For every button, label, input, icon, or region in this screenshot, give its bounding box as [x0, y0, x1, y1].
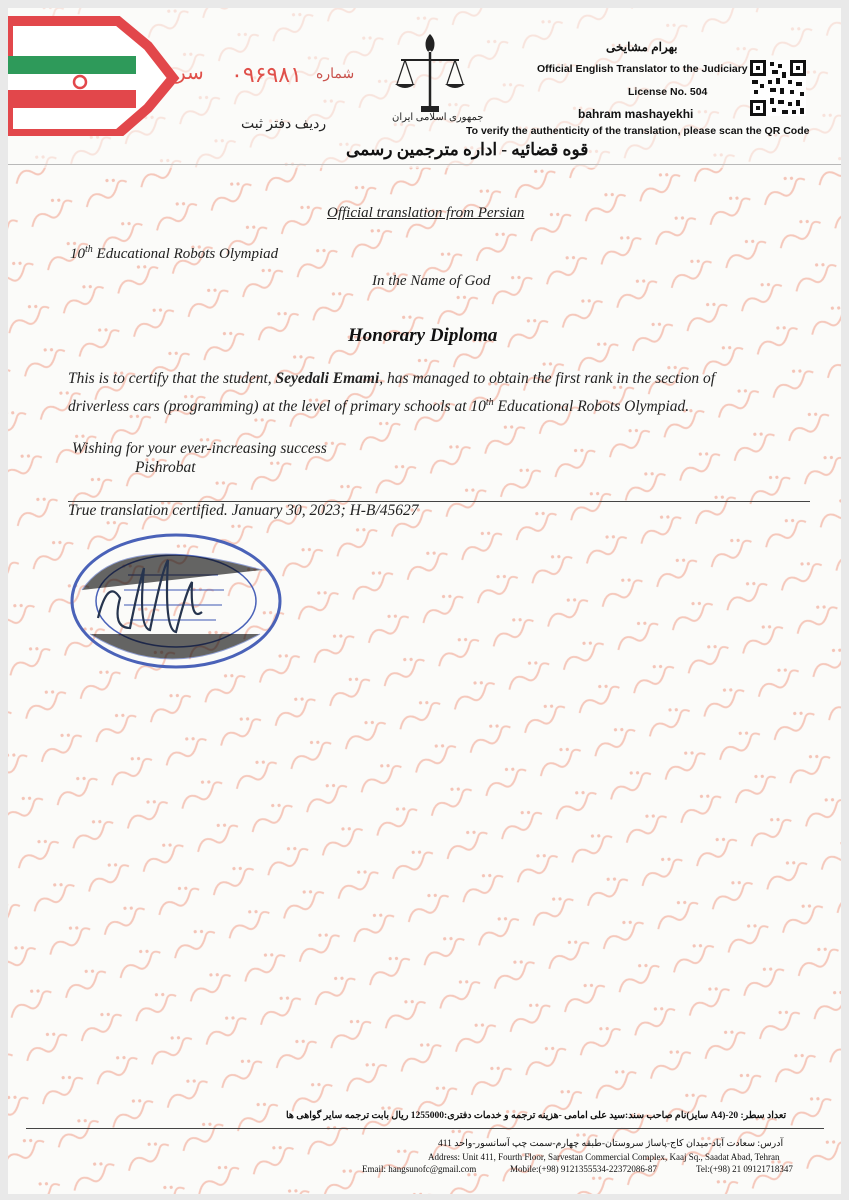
event-heading	[70, 244, 278, 263]
verify-note: To verify the authenticity of the translation, please scan the QR Code	[466, 125, 810, 137]
scales-of-justice-icon	[393, 30, 468, 120]
body-line-1	[68, 370, 715, 388]
document-owner-fee-line: نام صاحب سند:سید علی امامی -هزینه ترجمه و خدمات دفتری:1255000 ریال بابت ترجمه سایر گواهی ها(سایز A4)-تعداد سطر: 20	[286, 1111, 787, 1121]
body-line-2	[68, 397, 689, 416]
document-page	[8, 8, 841, 1194]
address-fa: آدرس: سعادت آباد-میدان کاج-پاساژ سروستان-طبقه چهارم-سمت چپ آسانسور-واحد 411	[438, 1139, 784, 1149]
body-section-text: driverless cars (programming) at the level of primary schools at	[68, 398, 471, 416]
contact-tel: Tel:(+98) 21 09121718347	[696, 1164, 793, 1174]
body-rank-text: , has managed to obtain the first rank in the section of	[379, 370, 716, 387]
body-intro: This is to certify that the student,	[68, 370, 276, 387]
body-event-text: Educational Robots Olympiad.	[493, 398, 690, 416]
header-divider	[8, 164, 841, 165]
serial-number: ۰۹۶۹۸۱	[231, 62, 302, 87]
serial-label: شماره	[316, 67, 355, 82]
diploma-title: Honorary Diploma	[348, 325, 498, 346]
translator-name-en: bahram mashayekhi	[578, 107, 694, 121]
certification-line: True translation certified. January 30, 2023; H-B/45627	[68, 502, 419, 519]
event-name: Educational Robots Olympiad	[96, 246, 279, 262]
qr-code-icon[interactable]	[750, 60, 806, 116]
ordinal-number: 10	[70, 246, 85, 262]
translator-name-fa: بهرام مشایخی	[606, 40, 678, 54]
student-name: Seyedali Emami	[275, 370, 380, 387]
translator-seal-stamp	[68, 530, 284, 672]
closing-wish: Wishing for your ever-increasing success	[72, 440, 327, 457]
footer-divider	[26, 1128, 824, 1129]
signer-name: Pishrobat	[135, 459, 196, 476]
body-ordinal-suffix: th	[485, 397, 494, 408]
translation-note: Official translation from Persian	[327, 205, 525, 221]
translator-title: Official English Translator to the Judiciary	[537, 63, 748, 75]
contact-mobile: Mobile:(+98) 9121355534-22372086-87	[510, 1164, 657, 1174]
address-en: Address: Unit 411, Fourth Floor, Sarvestan Commercial Complex, Kaaj Sq., Saadat Abad, Tehran	[428, 1152, 780, 1162]
iran-flag-icon	[8, 16, 183, 136]
ordinal-suffix: th	[85, 244, 93, 255]
registry-label: ردیف دفتر ثبت	[241, 117, 327, 132]
serial-prefix: سر	[176, 62, 204, 84]
invocation: In the Name of God	[372, 273, 491, 289]
emblem-caption: جمهوری اسلامی ایران	[392, 112, 484, 123]
contact-email: Email: hangsunofc@gmail.com	[362, 1164, 477, 1174]
body-ordinal-number: 10	[470, 398, 486, 416]
judiciary-office-text: قوه قضائیه - اداره مترجمین رسمی	[346, 140, 589, 159]
license-number: License No. 504	[628, 86, 708, 98]
